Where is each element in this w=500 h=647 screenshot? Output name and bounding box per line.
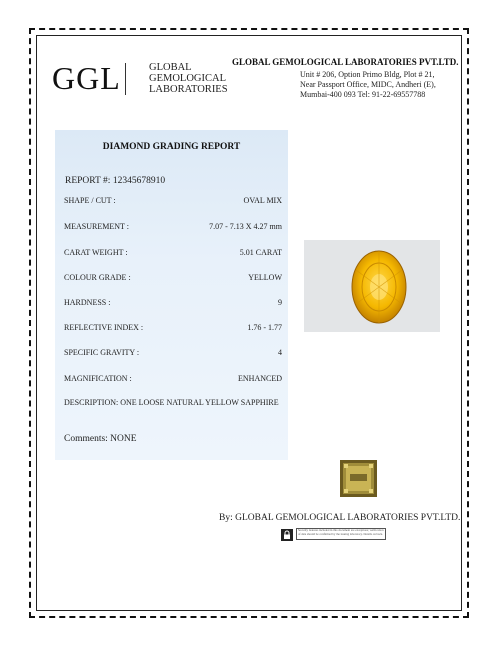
address-line-1: Unit # 206, Option Primo Bldg, Plot # 21, (300, 70, 435, 79)
row-value: ENHANCED (238, 374, 282, 383)
row-value: 9 (278, 298, 282, 307)
row-label: MEASUREMENT : (64, 222, 129, 231)
row-label: SPECIFIC GRAVITY : (64, 348, 140, 357)
hologram-pattern (340, 460, 377, 497)
gemstone-image (304, 240, 440, 332)
report-title: DIAMOND GRADING REPORT (102, 142, 241, 152)
row-value: 5.01 CARAT (239, 248, 282, 257)
gemstone-photo (304, 240, 440, 332)
issuer-line: By: GLOBAL GEMOLOGICAL LABORATORIES PVT.LTD. (219, 513, 461, 523)
row-label: REFLECTIVE INDEX : (64, 323, 144, 332)
logo-text: GGL (52, 60, 121, 96)
row-value: OVAL MIX (243, 196, 282, 205)
row-label: COLOUR GRADE : (64, 273, 131, 282)
row-label: MAGNIFICATION : (64, 374, 132, 383)
row-label: HARDNESS : (64, 298, 111, 307)
comments: Comments: NONE (64, 434, 137, 444)
row-value: 7.07 - 7.13 X 4.27 mm (209, 222, 282, 231)
row-label: CARAT WEIGHT : (64, 248, 128, 257)
logo-sub-line-1: GLOBAL (149, 62, 192, 73)
report-number: REPORT #: 12345678910 (65, 176, 166, 186)
hologram-stamp (340, 460, 377, 497)
row-value: 1.76 - 1.77 (247, 323, 282, 332)
row-value: 4 (278, 348, 282, 357)
company-name: GLOBAL GEMOLOGICAL LABORATORIES PVT.LTD. (232, 57, 459, 67)
logo-sub-line-3: LABORATORIES (149, 84, 228, 95)
row-value: YELLOW (248, 273, 282, 282)
company-address (300, 70, 470, 100)
security-notice: Security features included in this document are exceptions; verification of data should be confirmed by the issuing laboratory. Details on back. (296, 528, 386, 540)
logo-sub-line-2: GEMOLOGICAL (149, 73, 226, 84)
logo-subtitle (149, 62, 228, 95)
report-panel (55, 130, 288, 460)
address-line-2: Near Passport Office, MIDC, Andheri (E), (300, 80, 436, 89)
row-label: SHAPE / CUT : (64, 196, 116, 205)
description: DESCRIPTION: ONE LOOSE NATURAL YELLOW SAPPHIRE (64, 398, 279, 407)
lock-icon (281, 528, 293, 540)
logo-divider (125, 63, 126, 95)
address-line-3: Mumbai-400 093 Tel: 91-22-69557788 (300, 90, 426, 99)
